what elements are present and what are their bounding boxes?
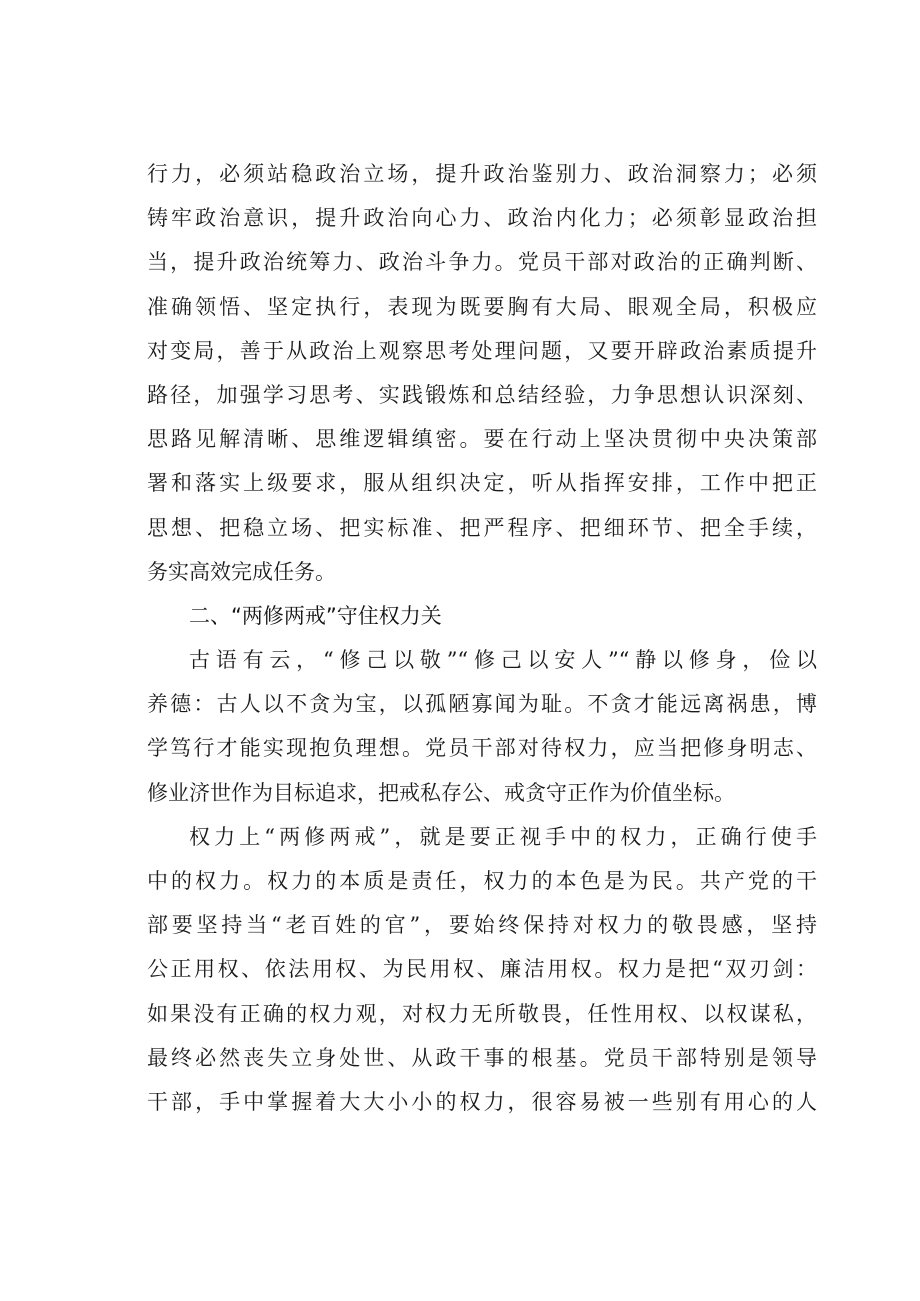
text-line: 部要坚持当“老百姓的官”，要始终保持对权力的敬畏感，坚持 <box>147 913 817 938</box>
paragraph-political-ability <box>147 152 817 594</box>
text-line: 如果没有正确的权力观，对权力无所敬畏，任性用权、以权谋私， <box>147 1001 817 1026</box>
text-line: 思路见解清晰、思维逻辑缜密。要在行动上坚决贯彻中央决策部 <box>147 427 817 452</box>
paragraph-power <box>147 815 817 1124</box>
text-line: 公正用权、依法用权、为民用权、廉洁用权。权力是把“双刃剑： <box>147 957 817 982</box>
text-line: 署和落实上级要求，服从组织决定，听从指挥安排，工作中把正 <box>147 471 817 496</box>
text-line: 务实高效完成任务。 <box>147 559 336 584</box>
text-line: 思想、把稳立场、把实标准、把严程序、把细环节、把全手续， <box>147 515 817 540</box>
text-line: 学笃行才能实现抱负理想。党员干部对待权力，应当把修身明志、 <box>147 736 817 761</box>
text-line: 养德：古人以不贪为宝，以孤陋寡闻为耻。不贪才能远离祸患，博 <box>147 692 817 717</box>
section-heading: 二、“两修两戒”守住权力关 <box>189 603 442 628</box>
document-body <box>147 152 817 1124</box>
text-line: 对变局，善于从政治上观察思考处理问题，又要开辟政治素质提升 <box>147 338 817 363</box>
text-line: 干部，手中掌握着大大小小的权力，很容易被一些别有用心的人 <box>147 1089 817 1114</box>
text-line: 准确领悟、坚定执行，表现为既要胸有大局、眼观全局，积极应 <box>147 294 817 319</box>
text-line: 行力，必须站稳政治立场，提升政治鉴别力、政治洞察力；必须 <box>147 162 817 186</box>
text-line: 最终必然丧失立身处世、从政干事的根基。党员干部特别是领导 <box>147 1045 817 1070</box>
text-line: 古语有云，“修己以敬”“修己以安人”“静以修身，俭以 <box>189 648 817 673</box>
text-line: 中的权力。权力的本质是责任，权力的本色是为民。共产党的干 <box>147 869 817 893</box>
text-line: 铸牢政治意识，提升政治向心力、政治内化力；必须彰显政治担 <box>147 206 817 231</box>
text-line: 路径，加强学习思考、实践锻炼和总结经验，力争思想认识深刻、 <box>147 382 817 407</box>
text-line: 当，提升政治统筹力、政治斗争力。党员干部对政治的正确判断、 <box>147 250 817 275</box>
paragraph-ancient-saying <box>147 638 817 815</box>
text-line: 修业济世作为目标追求，把戒私存公、戒贪守正作为价值坐标。 <box>147 780 735 805</box>
text-line: 权力上“两修两戒”，就是要正视手中的权力，正确行使手 <box>189 824 817 849</box>
